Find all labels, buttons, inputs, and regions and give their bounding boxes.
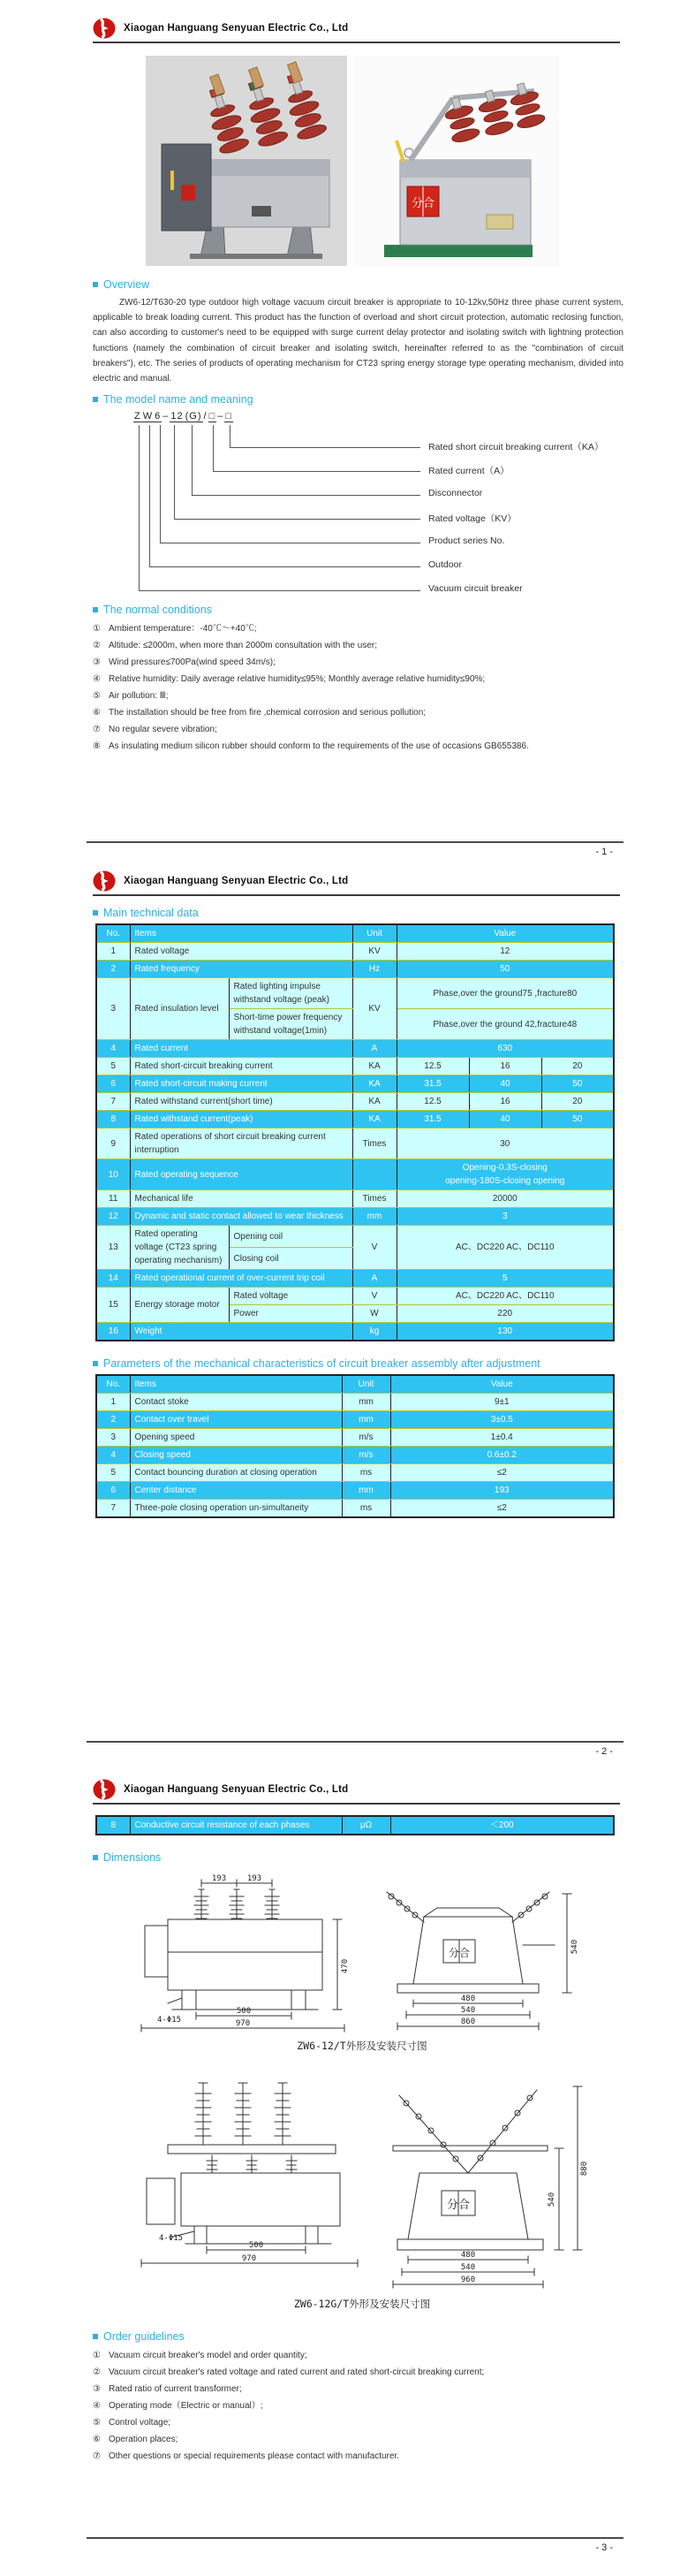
insulator-symbol (194, 1889, 279, 1919)
breaker-tank (197, 160, 329, 227)
item-marker: ⑥ (93, 2435, 101, 2444)
header-value: Value (390, 1375, 614, 1394)
model-code-part: 12 (170, 411, 184, 422)
model-label: Vacuum circuit breaker (428, 583, 523, 595)
cell-unit: KV (352, 978, 397, 1040)
cell-unit: ms (342, 1464, 390, 1482)
cell-value: 3 (397, 1208, 614, 1226)
cell-unit: Hz (352, 961, 397, 978)
dim-470: 470 (341, 1958, 350, 1974)
company-logo-icon (93, 1779, 116, 1800)
cell-unit: mm (352, 1208, 397, 1226)
cell-unit: m/s (342, 1429, 390, 1447)
item-text: Air pollution: Ⅲ; (109, 691, 169, 702)
model-label: Rated current（A） (428, 466, 510, 477)
item-marker: ④ (93, 674, 101, 685)
dim-880: 880 (580, 2161, 589, 2177)
cell-item: Weight (130, 1323, 352, 1341)
open-close-plate (407, 186, 439, 217)
cell-no: 8 (96, 1111, 130, 1128)
cell-item: Rated operating sequence (130, 1159, 352, 1190)
dim-500: 500 (248, 2241, 264, 2250)
table-header-row (96, 924, 614, 943)
dim-970: 970 (241, 2254, 257, 2263)
header-unit: Unit (352, 924, 397, 943)
cell-no: 8 (96, 1816, 130, 1835)
cell-subitem: Rated voltage (229, 1288, 352, 1305)
model-label: Rated short circuit breaking current（KA） (428, 442, 604, 453)
model-meaning-diagram (128, 411, 623, 598)
page-number: - 3 - (595, 2542, 613, 2553)
list-item (93, 2397, 623, 2414)
cell-value: 20000 (397, 1190, 614, 1208)
item-text: Vacuum circuit breaker's model and order quantity; (109, 2351, 307, 2360)
cell-value: 31.5 (397, 1111, 469, 1128)
cell-value: AC、DC220 AC、DC110 (397, 1288, 614, 1305)
table-row (96, 1226, 614, 1248)
dim-holes: 4-Φ15 (157, 2016, 182, 2025)
cell-value: 0.6±0.2 (390, 1447, 614, 1464)
company-name: Xiaogan Hanguang Senyuan Electric Co., Ltd (124, 876, 349, 886)
cell-value: 630 (397, 1040, 614, 1058)
value-line: Opening-0.3S-closing (462, 1163, 548, 1173)
cell-item: Rated operating voltage (CT23 spring operating mechanism) (130, 1226, 229, 1270)
model-code-sep: – (162, 411, 170, 422)
dim-480: 480 (460, 2251, 476, 2260)
item-text: Operation places; (109, 2435, 178, 2444)
table-header-row (96, 1375, 614, 1394)
section-bullet-icon (93, 282, 98, 287)
cell-subitem: Closing coil (229, 1248, 352, 1270)
cell-no: 2 (96, 961, 130, 978)
section-main-technical-data (93, 907, 623, 919)
section-bullet-icon (93, 607, 98, 612)
dim-480: 480 (460, 1995, 476, 2003)
cell-value: 40 (469, 1075, 541, 1093)
lower-bushings (207, 2155, 297, 2173)
item-text: Operating mode（Electric or manual）; (109, 2401, 263, 2411)
header-items: Items (130, 924, 352, 943)
plate-text: 分合 (411, 196, 435, 209)
table-row (96, 1075, 614, 1093)
item-marker: ④ (93, 2401, 101, 2411)
cell-unit: A (352, 1040, 397, 1058)
cell-item: Rated current (130, 1040, 352, 1058)
table-row (96, 1394, 614, 1411)
cell-no: 16 (96, 1323, 130, 1341)
plate-text: 分合 (446, 2198, 471, 2211)
table-row (96, 1190, 614, 1208)
cell-item: Three-pole closing operation un-simultaneity (130, 1500, 342, 1518)
page-footer (87, 841, 623, 857)
list-item (93, 2431, 623, 2448)
header-no: No. (96, 924, 130, 943)
cell-unit: ms (342, 1500, 390, 1518)
cell-unit: V (352, 1226, 397, 1270)
item-text: The installation should be free from fire ,chemical corrosion and serious pollution; (109, 708, 427, 718)
cell-no: 7 (96, 1500, 130, 1518)
list-item (93, 620, 623, 637)
section-overview (93, 278, 623, 291)
model-code-part: W (142, 411, 154, 422)
cell-unit: KA (352, 1111, 397, 1128)
cell-value: 40 (469, 1111, 541, 1128)
section-title: The normal conditions (103, 604, 212, 617)
table-row (96, 978, 614, 1009)
item-text: Vacuum circuit breaker's rated voltage and rated current and rated short-circuit breaking current; (109, 2367, 485, 2377)
product-photos (146, 56, 623, 266)
normal-conditions-list (93, 620, 623, 755)
section-bullet-icon (93, 1361, 98, 1366)
plate-text: 分合 (448, 1947, 471, 1959)
company-logo-icon (93, 870, 116, 892)
cell-value: Phase,over the ground 42,fracture48 (397, 1009, 614, 1040)
cell-value: 16 (469, 1093, 541, 1111)
model-label: Product series No. (428, 536, 505, 547)
cell-unit: mm (342, 1411, 390, 1429)
cell-item: Dynamic and static contact allowed to wear thickness (130, 1208, 352, 1226)
model-connector-line (139, 425, 420, 591)
cell-value: 50 (541, 1111, 614, 1128)
model-code-sep: – (217, 411, 224, 422)
item-marker: ⑦ (93, 725, 101, 735)
front-view (387, 1892, 571, 2030)
cell-unit: mm (342, 1482, 390, 1500)
cell-value: AC、DC220 AC、DC110 (397, 1226, 614, 1270)
model-code-part: Z (134, 411, 141, 422)
cell-no: 3 (96, 1429, 130, 1447)
cell-unit: Times (352, 1190, 397, 1208)
item-text: No regular severe vibration; (109, 725, 217, 735)
item-marker: ① (93, 2351, 101, 2360)
table-row (96, 1816, 614, 1835)
table-row (96, 1058, 614, 1075)
section-normal-conditions (93, 604, 623, 616)
cell-unit: KA (352, 1093, 397, 1111)
cell-unit: A (352, 1270, 397, 1288)
item-text: Ambient temperature：-40℃～+40℃; (109, 624, 257, 635)
cell-unit: mm (342, 1394, 390, 1411)
section-order-guidelines (93, 2330, 623, 2343)
dim-960: 960 (460, 2276, 476, 2284)
mechanism-box (162, 144, 211, 231)
cell-no: 13 (96, 1226, 130, 1270)
dim-540-base: 540 (460, 2006, 476, 2015)
cell-item: Opening speed (130, 1429, 342, 1447)
cell-unit: KA (352, 1075, 397, 1093)
cell-subitem: Rated lighting impulse withstand voltage (peak) (229, 978, 352, 1009)
table-row (96, 1111, 614, 1128)
page-footer (87, 1741, 623, 1757)
cell-item: Contact bouncing duration at closing operation (130, 1464, 342, 1482)
cell-value: ≤2 (390, 1464, 614, 1482)
front-view (393, 2086, 582, 2288)
cell-value: 16 (469, 1058, 541, 1075)
cell-no: 2 (96, 1411, 130, 1429)
cell-unit: kg (352, 1323, 397, 1341)
dimension-drawing-2 (132, 2067, 592, 2295)
cell-no: 5 (96, 1464, 130, 1482)
cell-unit: W (352, 1305, 397, 1323)
item-text: Other questions or special requirements please contact with manufacturer. (109, 2451, 400, 2461)
table-row (96, 1208, 614, 1226)
cell-no: 15 (96, 1288, 130, 1323)
cell-value: ＜200 (390, 1816, 614, 1835)
item-marker: ⑧ (93, 741, 101, 752)
cell-item: Closing speed (130, 1447, 342, 1464)
dim-holes: 4-Φ15 (159, 2234, 184, 2243)
page-footer (87, 2537, 623, 2553)
page-1 (0, 0, 680, 866)
section-bullet-icon (93, 1855, 98, 1860)
mechanical-table-continuation (95, 1815, 615, 1835)
item-marker: ⑥ (93, 708, 101, 718)
cell-no: 12 (96, 1208, 130, 1226)
cell-value: 30 (397, 1128, 614, 1159)
item-text: As insulating medium silicon rubber should conform to the requirements of the use of occasions GB655386. (109, 741, 529, 752)
table-row (96, 943, 614, 961)
cell-no: 7 (96, 1093, 130, 1111)
insulator-symbol (195, 2083, 291, 2145)
cell-value (397, 1159, 614, 1190)
cell-value: 3±0.5 (390, 1411, 614, 1429)
dim-540-height: 540 (548, 2192, 556, 2207)
model-code-sep: / (203, 411, 208, 422)
table-row (96, 961, 614, 978)
list-item (93, 721, 623, 738)
dim-540-base: 540 (460, 2263, 476, 2272)
section-title: Main technical data (103, 907, 199, 919)
cell-subitem: Short-time power frequency withstand voltage(1min) (229, 1009, 352, 1040)
model-code-part: □ (208, 411, 216, 422)
cell-no: 9 (96, 1128, 130, 1159)
cell-item: Rated withstand current(peak) (130, 1111, 352, 1128)
model-label: Rated voltage（KV） (428, 513, 517, 525)
section-model-name (93, 393, 623, 406)
overview-text: ZW6-12/T630-20 type outdoor high voltage vacuum circuit breaker is appropriate to 10-12kv,50Hz three phase current system, applicable to break loading current. This product has the function of overload and short circuit protection, automatic reclosing function, can also according to customer's need to be equipped with surge current delay protector and isolating switch with lightning protection functions (namely the combination of circuit breaker and isolating switch, hereinafter referred to as the "combination of circuit breakers"), etc. The series of products of operating mechanism for CT23 spring energy storage type operating mechanism, divided into electric and manual. (93, 298, 623, 384)
cell-no: 6 (96, 1075, 130, 1093)
page-header (93, 1774, 620, 1805)
cell-item: Contact stoke (130, 1394, 342, 1411)
cell-value: 12 (397, 943, 614, 961)
table-row (96, 1464, 614, 1482)
list-item (93, 2347, 623, 2364)
cell-value: 220 (397, 1305, 614, 1323)
item-text: Control voltage; (109, 2418, 171, 2428)
cell-item: Rated insulation level (130, 978, 229, 1040)
cell-unit: V (352, 1288, 397, 1305)
page-header (93, 866, 620, 896)
dim-500: 500 (236, 2007, 252, 2016)
header-unit: Unit (342, 1375, 390, 1394)
model-label: Outdoor (428, 559, 462, 571)
list-item (93, 671, 623, 688)
section-bullet-icon (93, 910, 98, 916)
cell-no: 14 (96, 1270, 130, 1288)
header-no: No. (96, 1375, 130, 1394)
cell-item: Conductive circuit resistance of each phases (130, 1816, 342, 1835)
cell-value: 5 (397, 1270, 614, 1288)
page-number: - 1 - (595, 847, 613, 857)
cell-value: 12.5 (397, 1093, 469, 1111)
table-row (96, 1482, 614, 1500)
drawing-2-caption: ZW6-12G/T外形及安装尺寸图 (293, 2298, 431, 2310)
cell-unit: μΩ (342, 1816, 390, 1835)
list-item (93, 637, 623, 654)
table-row (96, 1093, 614, 1111)
cell-item: Rated short-circuit making current (130, 1075, 352, 1093)
item-marker: ⑤ (93, 691, 101, 702)
list-item (93, 688, 623, 704)
section-title: The model name and meaning (103, 393, 253, 407)
table-row (96, 1159, 614, 1190)
cell-no: 11 (96, 1190, 130, 1208)
cell-item: Rated withstand current(short time) (130, 1093, 352, 1111)
cell-value: 130 (397, 1323, 614, 1341)
cell-no: 10 (96, 1159, 130, 1190)
item-text: Relative humidity: Daily average relative humidity≤95%; Monthly average relative humidity≤90%; (109, 674, 486, 685)
section-mechanical-parameters (93, 1357, 623, 1370)
product-photo-left (146, 56, 347, 266)
table-row (96, 1500, 614, 1518)
table-row (96, 1323, 614, 1341)
list-item (93, 738, 623, 755)
list-item (93, 2364, 623, 2381)
table-row (96, 1288, 614, 1305)
cell-subitem: Opening coil (229, 1226, 352, 1248)
section-title: Overview (103, 278, 150, 291)
cell-no: 1 (96, 943, 130, 961)
cell-no: 6 (96, 1482, 130, 1500)
cell-value: 20 (541, 1058, 614, 1075)
cell-unit: Times (352, 1128, 397, 1159)
table-row (96, 1128, 614, 1159)
cell-no: 5 (96, 1058, 130, 1075)
item-marker: ② (93, 641, 101, 651)
dim-193-right: 193 (246, 1874, 262, 1883)
item-marker: ③ (93, 2384, 101, 2394)
model-code-part: □ (225, 411, 233, 422)
dim-860: 860 (460, 2017, 476, 2026)
cell-no: 3 (96, 978, 130, 1040)
cell-value: ≤2 (390, 1500, 614, 1518)
value-line: opening-180S-closing opening (445, 1176, 565, 1186)
list-item (93, 704, 623, 721)
cell-item: Rated operational current of over-current trip coil (130, 1270, 352, 1288)
cell-item: Rated operations of short circuit breaking current interruption (130, 1128, 352, 1159)
table-row (96, 1411, 614, 1429)
dimension-drawing-1 (132, 1871, 592, 2037)
page-number: - 2 - (595, 1746, 613, 1757)
cell-item: Mechanical life (130, 1190, 352, 1208)
cell-item: Rated voltage (130, 943, 352, 961)
cell-value: 9±1 (390, 1394, 614, 1411)
company-logo-icon (93, 18, 116, 39)
mechanical-characteristics-table (95, 1374, 615, 1518)
cell-unit: KV (352, 943, 397, 961)
list-item (93, 2414, 623, 2431)
table-row (96, 1040, 614, 1058)
page-header (93, 0, 620, 43)
section-title: Parameters of the mechanical characteristics of circuit breaker assembly after adjustment (103, 1357, 540, 1370)
drawing-1-caption: ZW6-12/T外形及安装尺寸图 (297, 2040, 427, 2052)
item-marker: ⑤ (93, 2418, 101, 2428)
cell-no: 1 (96, 1394, 130, 1411)
page-2 (0, 866, 680, 1774)
section-dimensions (93, 1851, 623, 1864)
list-item (93, 654, 623, 671)
header-items: Items (130, 1375, 342, 1394)
cell-item: Contact over travel (130, 1411, 342, 1429)
cell-value: 31.5 (397, 1075, 469, 1093)
cell-unit (352, 1159, 397, 1190)
item-text: Wind pressure≤700Pa(wind speed 34m/s); (109, 657, 276, 668)
model-code (133, 411, 233, 422)
model-label: Disconnector (428, 488, 483, 499)
cell-value: 193 (390, 1482, 614, 1500)
cell-no: 4 (96, 1040, 130, 1058)
item-marker: ① (93, 624, 101, 635)
section-title: Dimensions (103, 1851, 162, 1864)
cell-value: 20 (541, 1093, 614, 1111)
order-guidelines-list (93, 2347, 623, 2465)
overview-paragraph (93, 295, 623, 386)
cell-item: Rated frequency (130, 961, 352, 978)
cell-value: 12.5 (397, 1058, 469, 1075)
cell-no: 4 (96, 1447, 130, 1464)
dim-970: 970 (235, 2019, 251, 2028)
dim-193-left: 193 (211, 1874, 227, 1883)
model-code-part: 6 (155, 411, 162, 422)
section-title: Order guidelines (103, 2330, 185, 2343)
header-value: Value (397, 924, 614, 943)
cell-value: Phase,over the ground75 ,fracture80 (397, 978, 614, 1009)
company-name: Xiaogan Hanguang Senyuan Electric Co., Ltd (124, 1784, 349, 1795)
main-technical-table (95, 923, 615, 1341)
item-marker: ⑦ (93, 2451, 101, 2461)
table-row (96, 1429, 614, 1447)
product-photo-right (354, 56, 559, 266)
cell-value: 1±0.4 (390, 1429, 614, 1447)
section-bullet-icon (93, 2334, 98, 2339)
cell-unit: KA (352, 1058, 397, 1075)
cell-item: Center distance (130, 1482, 342, 1500)
item-marker: ③ (93, 657, 101, 668)
cell-value: 50 (397, 961, 614, 978)
list-item (93, 2448, 623, 2465)
cell-unit: m/s (342, 1447, 390, 1464)
cell-value: 50 (541, 1075, 614, 1093)
dim-540-height: 540 (570, 1939, 579, 1955)
list-item (93, 2381, 623, 2397)
table-row (96, 1447, 614, 1464)
page-3 (0, 1774, 680, 2576)
cell-item: Rated short-circuit breaking current (130, 1058, 352, 1075)
company-name: Xiaogan Hanguang Senyuan Electric Co., Ltd (124, 23, 349, 34)
cell-item: Energy storage motor (130, 1288, 229, 1323)
item-marker: ② (93, 2367, 101, 2377)
base-frame (384, 245, 533, 257)
table-row (96, 1270, 614, 1288)
item-text: Altitude: ≤2000m, when more than 2000m consultation with the user; (109, 641, 377, 651)
section-bullet-icon (93, 397, 98, 402)
cell-subitem: Power (229, 1305, 352, 1323)
item-text: Rated ratio of current transformer; (109, 2384, 242, 2394)
model-code-part: (G) (185, 411, 202, 422)
